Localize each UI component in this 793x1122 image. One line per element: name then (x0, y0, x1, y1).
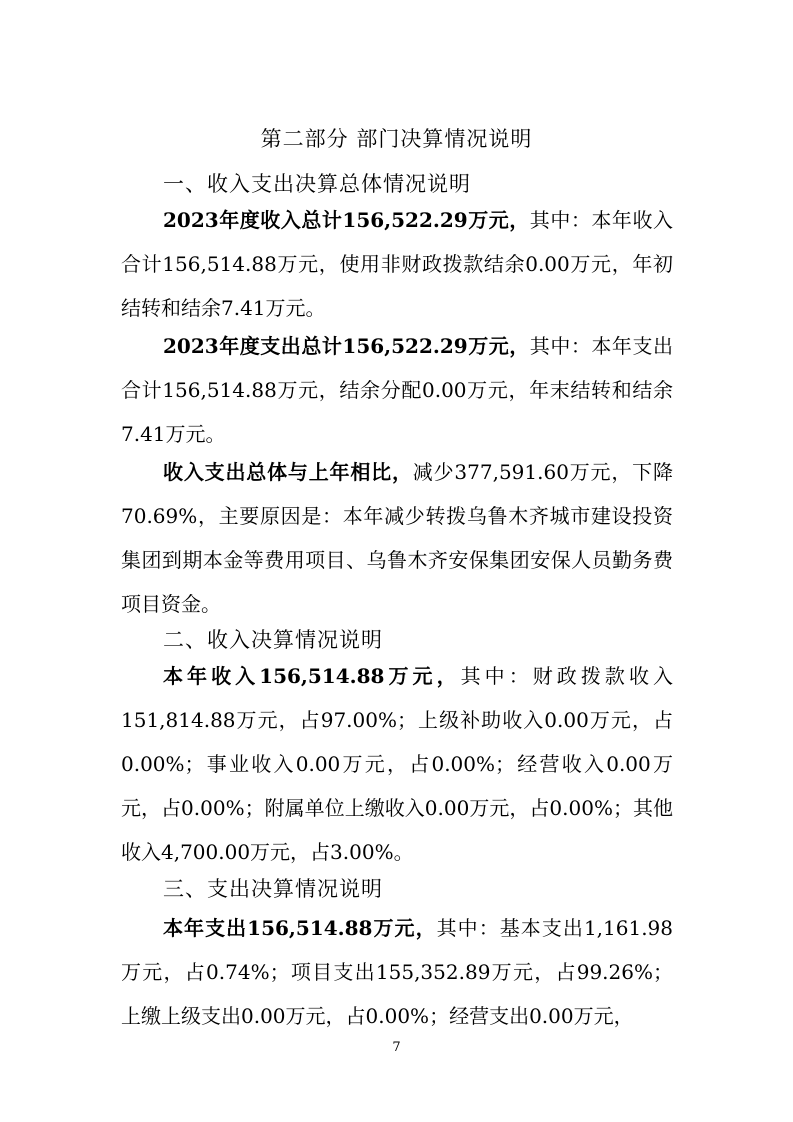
paragraph-text: 其中：基本支出1,161.98万元，占0.74%；项目支出155,352.89万元，占99.26%；上缴上级支出0.00万元，占0.00%；经营支出0.00万元， (121, 916, 674, 1028)
paragraph-lead: 2023年度收入总计156,522.29万元， (163, 208, 530, 232)
paragraph-lead: 收入支出总体与上年相比， (163, 460, 413, 484)
paragraph-text: 其中：本年收入合计156,514.88万元，使用非财政拨款结余0.00万元，年初结转和结余7.41万元。 (121, 208, 674, 320)
paragraph-income-detail (121, 654, 673, 874)
paragraph-text: 其中：本年支出合计156,514.88万元，结余分配0.00万元，年末结转和结余7.41万元。 (121, 334, 674, 446)
paragraph-year-comparison (121, 450, 673, 626)
paragraph-lead: 本年支出156,514.88万元， (163, 916, 437, 940)
section-heading-expense: 三、支出决算情况说明 (163, 877, 383, 901)
paragraph-lead: 2023年度支出总计156,522.29万元， (163, 334, 530, 358)
page-title: 第二部分 部门决算情况说明 (260, 127, 533, 151)
page-number: 7 (392, 1040, 401, 1055)
paragraph-total-expense (121, 324, 673, 456)
paragraph-expense-detail (121, 906, 673, 1038)
paragraph-text: 其中：财政拨款收入151,814.88万元，占97.00%；上级补助收入0.00万元，占0.00%；事业收入0.00万元，占0.00%；经营收入0.00万元，占0.00%；附属单位上缴收入0.00万元，占0.00%；其他收入4,700.00万元，占3.00%。 (121, 664, 673, 864)
paragraph-total-income (121, 198, 673, 330)
paragraph-lead: 本年收入156,514.88万元， (163, 664, 461, 688)
section-heading-income-expense-overview: 一、收入支出决算总体情况说明 (163, 172, 471, 196)
section-heading-income: 二、收入决算情况说明 (163, 628, 383, 652)
paragraph-text: 减少377,591.60万元，下降70.69%，主要原因是：本年减少转拨乌鲁木齐城市建设投资集团到期本金等费用项目、乌鲁木齐安保集团安保人员勤务费项目资金。 (121, 460, 673, 616)
